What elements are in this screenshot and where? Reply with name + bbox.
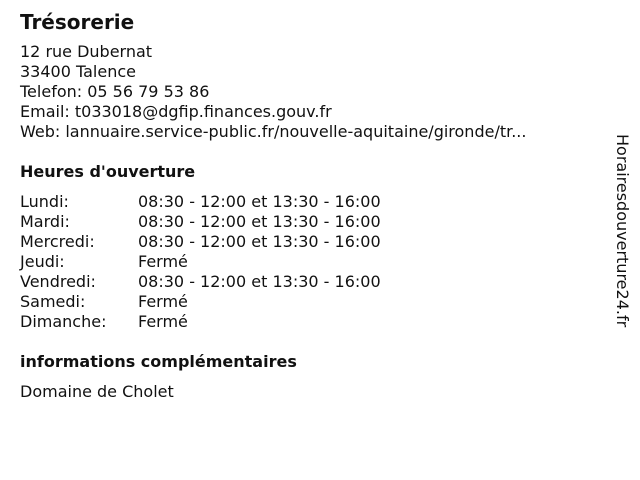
city-line: 33400 Talence [20, 62, 136, 81]
hours-row-samedi [20, 292, 600, 312]
page-title: Trésorerie [20, 10, 135, 34]
time-value: 08:30 - 12:00 et 13:30 - 16:00 [138, 212, 381, 231]
time-value: 08:30 - 12:00 et 13:30 - 16:00 [138, 192, 381, 211]
time-value: 08:30 - 12:00 et 13:30 - 16:00 [138, 232, 381, 251]
day-label: Samedi: [20, 292, 86, 311]
opening-hours-heading: Heures d'ouverture [20, 162, 196, 181]
location-card [20, 10, 600, 402]
day-label: Jeudi: [20, 252, 65, 271]
time-value: 08:30 - 12:00 et 13:30 - 16:00 [138, 272, 381, 291]
web-line: Web: lannuaire.service-public.fr/nouvelle-aquitaine/gironde/tr... [20, 122, 527, 141]
day-label: Vendredi: [20, 272, 96, 291]
hours-row-dimanche [20, 312, 600, 332]
day-label: Mardi: [20, 212, 70, 231]
hours-row-mercredi [20, 232, 600, 252]
site-watermark: Horairesdouverture24.fr [613, 134, 632, 328]
extra-info-heading: informations complémentaires [20, 352, 297, 371]
day-label: Mercredi: [20, 232, 95, 251]
day-label: Dimanche: [20, 312, 107, 331]
time-value: Fermé [138, 312, 188, 331]
hours-row-jeudi [20, 252, 600, 272]
opening-hours-list [20, 192, 600, 332]
street-line: 12 rue Dubernat [20, 42, 153, 61]
time-value: Fermé [138, 252, 188, 271]
phone-line: Telefon: 05 56 79 53 86 [20, 82, 210, 101]
hours-row-lundi [20, 192, 600, 212]
hours-row-vendredi [20, 272, 600, 292]
email-line: Email: t033018@dgfip.finances.gouv.fr [20, 102, 332, 121]
time-value: Fermé [138, 292, 188, 311]
extra-info-text: Domaine de Cholet [20, 382, 174, 401]
day-label: Lundi: [20, 192, 69, 211]
hours-row-mardi [20, 212, 600, 232]
